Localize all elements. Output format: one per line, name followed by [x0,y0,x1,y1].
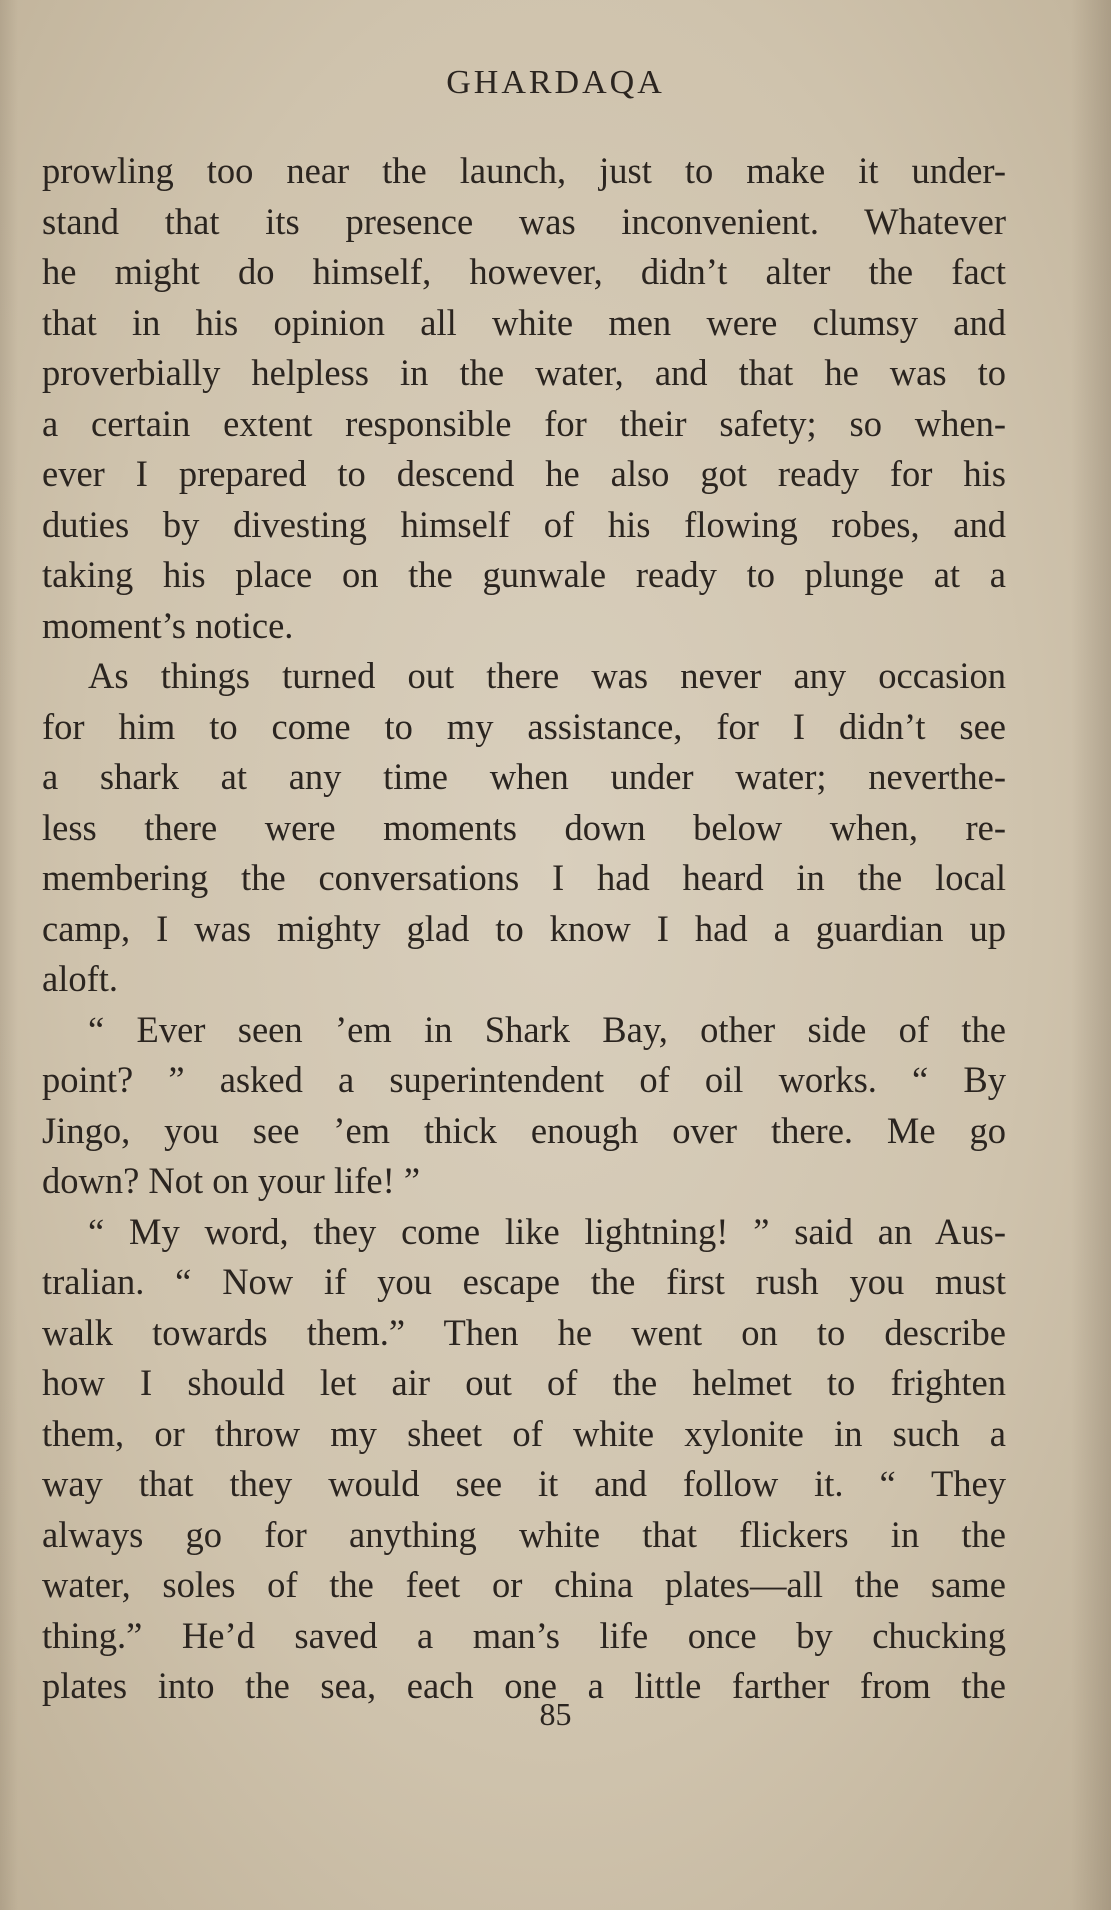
text-line: aloft. [42,958,119,999]
text-line: that in his opinion all white men were clumsy and [42,301,1006,343]
text-line: duties by divesting himself of his flowing robes, and [42,503,1006,545]
running-head: GHARDAQA [446,64,665,101]
text-line: taking his place on the gunwale ready to plunge at a [42,554,1006,595]
text-line: thing.” He’d saved a man’s life once by chucking [42,1614,1006,1656]
text-line: Jingo, you see ’em thick enough over there. Me go [42,1109,1006,1151]
text-line: proverbially helpless in the water, and that he was to [42,352,1006,393]
text-line: stand that its presence was inconvenient. Whatever [42,200,1006,242]
text-line: tralian. “ Now if you escape the first rush you must [42,1261,1006,1302]
text-line: how I should let air out of the helmet to frighten [42,1362,1006,1403]
text-line: less there were moments down below when, re- [42,806,1006,848]
text-line: for him to come to my assistance, for I didn’t see [42,705,1006,747]
text-line: ever I prepared to descend he also got ready for his [42,453,1006,494]
text-line: them, or throw my sheet of white xylonite in such a [42,1412,1006,1454]
text-line: water, soles of the feet or china plates—all the same [42,1564,1006,1605]
text-line: a certain extent responsible for their safety; so when- [42,402,1006,444]
text-line: a shark at any time when under water; neverthe- [42,756,1006,797]
text-line: way that they would see it and follow it. “ They [42,1463,1006,1504]
text-line: prowling too near the launch, just to make it under- [42,150,1006,191]
text-line: point? ” asked a superintendent of oil works. “ By [42,1059,1006,1100]
paragraph-first-line: “ My word, they come like lightning! ” said an Aus- [88,1210,1006,1252]
page-gutter-shadow [0,0,18,1910]
text-line: camp, I was mighty glad to know I had a guardian up [42,907,1006,949]
page-number: 85 [539,1696,572,1732]
paragraph-first-line: As things turned out there was never any occasion [88,655,1006,696]
text-line: always go for anything white that flickers in the [42,1513,1006,1555]
text-line: walk towards them.” Then he went on to describe [42,1311,1006,1353]
text-line: moment’s notice. [42,604,294,646]
text-line: membering the conversations I had heard in the local [42,857,1006,898]
paragraph-first-line: “ Ever seen ’em in Shark Bay, other side of the [88,1008,1006,1050]
page-edge-shadow [1071,0,1111,1910]
text-line: he might do himself, however, didn’t alter the fact [42,251,1006,292]
text-line: plates into the sea, each one a little farther from the [42,1665,1006,1706]
body-text [42,146,1006,1712]
text-line: down? Not on your life! ” [42,1160,421,1201]
